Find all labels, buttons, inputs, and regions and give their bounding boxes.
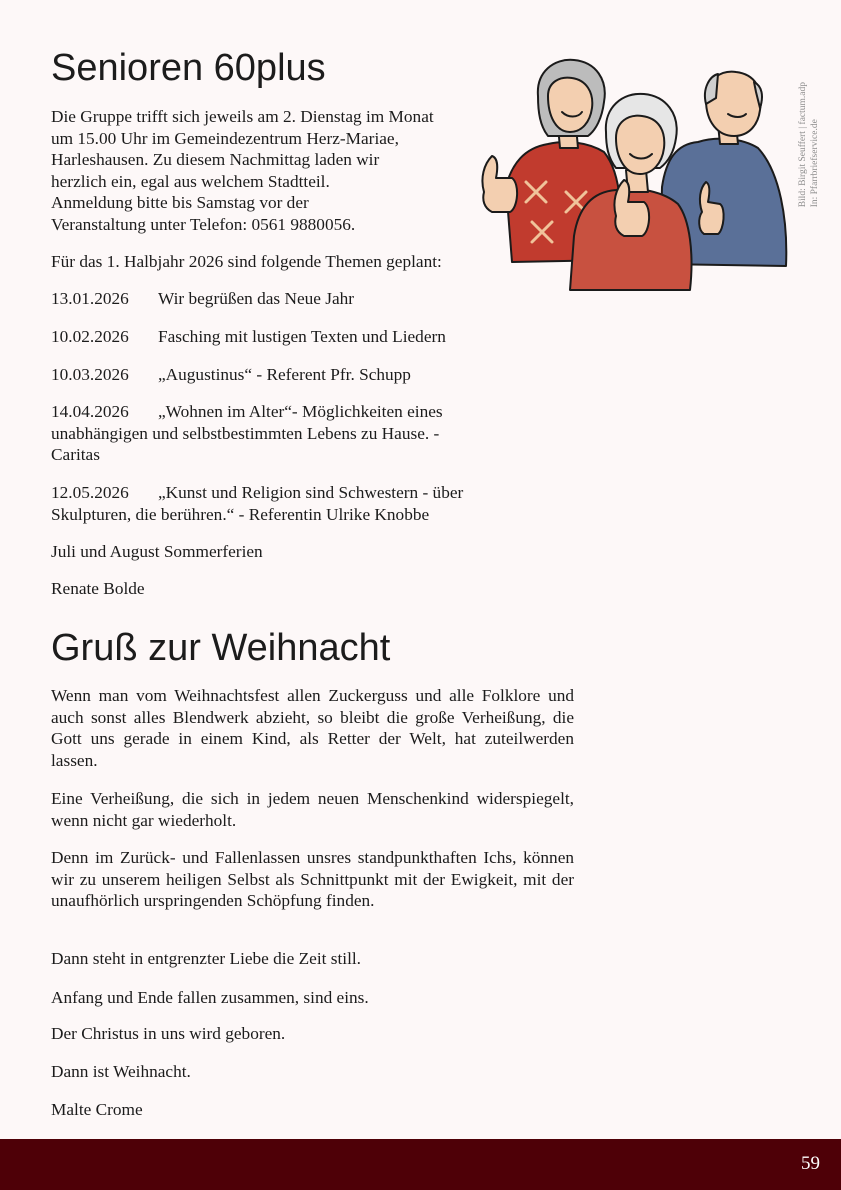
gruss-title: Gruß zur Weihnacht	[51, 627, 391, 669]
event-title-cont: Caritas	[51, 445, 100, 464]
intro-line: herzlich ein, egal aus welchem Stadtteil.	[51, 171, 330, 191]
event-date: 12.05.2026	[51, 483, 129, 502]
gruss-paragraph: Wenn man vom Weihnachtsfest allen Zuckerguss und alle Folklore und auch sonst alles Blendwerk abzieht, so bleibt die große Verheißung, die Gott uns gerade in einem Kind, als Retter der Welt, hat zuteilwerden lassen.	[51, 686, 574, 770]
intro-line: um 15.00 Uhr im Gemeindezentrum Herz-Mariae,	[51, 128, 399, 148]
intro-line: Anmeldung bitte bis Samstag vor der	[51, 193, 309, 212]
senioren-intro	[51, 106, 434, 235]
event-title: Fasching mit lustigen Texten und Liedern	[158, 327, 446, 346]
intro-line: Veranstaltung unter Telefon: 0561 9880056.	[51, 214, 356, 234]
event-item	[51, 364, 411, 386]
event-item	[51, 401, 443, 466]
event-title: Wir begrüßen das Neue Jahr	[158, 289, 355, 308]
page-number: 59	[801, 1153, 820, 1174]
event-title-cont: Skulpturen, die berühren.“ - Referentin Ulrike Knobbe	[51, 504, 430, 524]
gruss-line: Anfang und Ende fallen zusammen, sind eins.	[51, 988, 369, 1007]
gruss-paragraph: Eine Verheißung, die sich in jedem neuen Menschenkind widerspiegelt, wenn nicht gar wiederholt.	[51, 789, 574, 830]
event-date: 13.01.2026	[51, 289, 129, 308]
gruss-line: Der Christus in uns wird geboren.	[51, 1024, 286, 1043]
themes-heading: Für das 1. Halbjahr 2026 sind folgende Themen geplant:	[51, 252, 442, 271]
gruss-line: Dann ist Weihnacht.	[51, 1062, 191, 1081]
event-date: 10.03.2026	[51, 365, 129, 384]
image-credit-line: In: Pfarrbriefservice.de	[810, 119, 820, 208]
senioren-title: Senioren 60plus	[51, 47, 326, 89]
intro-line: Harleshausen. Zu diesem Nachmittag laden wir	[51, 150, 380, 169]
gruss-paragraph: Denn im Zurück- und Fallenlassen unsres standpunkthaften Ichs, können wir zu unserem heiligen Selbst als Schnittpunkt mit der Ewigkeit, mit der unaufhörlich urspringenden Schöpfung finden.	[51, 848, 574, 910]
event-title: „Augustinus“ - Referent Pfr. Schupp	[158, 365, 411, 384]
event-date: 14.04.2026	[51, 402, 129, 421]
summer-note: Juli und August Sommerferien	[51, 542, 263, 561]
event-title-cont: unabhängigen und selbstbestimmten Lebens zu Hause. -	[51, 423, 440, 443]
gruss-author: Malte Crome	[51, 1100, 143, 1119]
event-item	[51, 288, 354, 310]
footer-bar	[0, 1139, 841, 1190]
gruss-line: Dann steht in entgrenzter Liebe die Zeit still.	[51, 949, 361, 968]
event-date: 10.02.2026	[51, 327, 129, 346]
event-item	[51, 326, 446, 348]
event-title: „Kunst und Religion sind Schwestern - über	[158, 483, 464, 502]
image-credit	[797, 82, 821, 207]
image-credit-line: Bild: Birgit Seuffert | factum.adp	[798, 82, 808, 208]
seniors-thumbs-up-illustration	[466, 52, 792, 294]
senioren-author: Renate Bolde	[51, 579, 145, 598]
intro-line: Die Gruppe trifft sich jeweils am 2. Dienstag im Monat	[51, 107, 434, 126]
event-item	[51, 482, 463, 525]
event-title: „Wohnen im Alter“- Möglichkeiten eines	[158, 402, 443, 421]
